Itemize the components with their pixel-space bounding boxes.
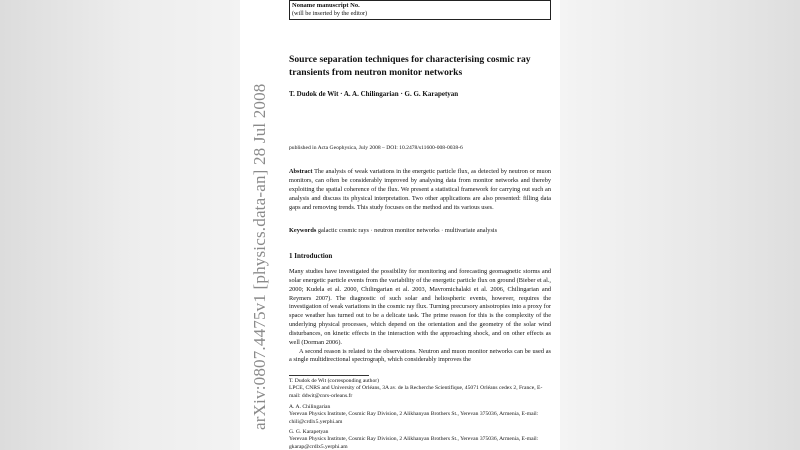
abstract-text: The analysis of weak variations in the energetic particle flux, as detected by neutron or muon monitors, can often be considerably improved by analysing data from monitor networks and thereby exploiting the spatial coherence of the flux. We present a statistical framework for carrying out such an analysis and discuss its physical interpretation. Two other applications are also presented: filling data gaps and removing trends. This study focuses on the method and its various uses. xyxy=(289,168,551,211)
affiliation-name: T. Dudok de Wit (corresponding author) xyxy=(289,378,379,384)
arxiv-identifier: arXiv:0807.4475v1 [physics.data-an] 28 Jul 2008 xyxy=(250,83,269,430)
manuscript-number: Noname manuscript No. xyxy=(292,2,360,9)
affiliation-address: Yerevan Physics Institute, Cosmic Ray Division, 2 Alikhanyan Brothers St., Yerevan 375036, Armenia, E-mail: gkarap@crdlx5.yerphi.am xyxy=(289,436,539,450)
manuscript-header-box xyxy=(289,0,551,20)
page-content xyxy=(289,0,551,450)
author-affiliation-1 xyxy=(289,378,551,400)
affiliation-name: A. A. Chilingarian xyxy=(289,404,331,410)
introduction-body xyxy=(289,268,551,365)
background-right xyxy=(560,0,800,450)
keywords xyxy=(289,226,551,235)
author-affiliation-2 xyxy=(289,404,551,426)
section-heading: 1 Introduction xyxy=(289,252,333,260)
editor-note: (will be inserted by the editor) xyxy=(292,10,368,17)
abstract xyxy=(289,168,551,213)
footnote-divider xyxy=(289,375,369,376)
keywords-label: Keywords xyxy=(289,227,317,234)
paper-page xyxy=(240,0,560,450)
affiliation-address: LPCE, CNRS and University of Orléans, 3A av. de la Recherche Scientifique, 45071 Orléans cedex 2, France, E-mail: ddwit@cnrs-orleans.fr xyxy=(289,385,543,399)
affiliation-name: G. G. Karapetyan xyxy=(289,429,329,435)
affiliation-address: Yerevan Physics Institute, Cosmic Ray Division, 2 Alikhanyan Brothers St., Yerevan 375036, Armenia, E-mail: chili@crdlx5.yerphi.am xyxy=(289,411,539,425)
author-affiliation-3 xyxy=(289,429,551,450)
author-list: T. Dudok de Wit · A. A. Chilingarian · G. G. Karapetyan xyxy=(289,90,459,98)
intro-paragraph-2: A second reason is related to the observations. Neutron and muon monitor networks can be used as a single multidirectional spectrograph, which considerably improves the xyxy=(289,347,551,364)
paper-title: Source separation techniques for characterising cosmic ray transients from neutron monitor networks xyxy=(289,54,531,78)
background-left xyxy=(0,0,240,450)
publication-info: published in Acta Geophysica, July 2008 – DOI: 10.2478/s11600-008-0038-6 xyxy=(289,145,463,151)
abstract-label: Abstract xyxy=(289,168,313,175)
intro-paragraph-1: Many studies have investigated the possibility for monitoring and forecasting geomagnetic storms and solar energetic particle events from the variability of the energetic particle flux on ground (Bieber et al., 2000; Kudela et al. 2000, Chilingarian et al. 2003, Mavromichalaki et al. 2006, Chilingarian and Reymers 2007). The diagnostic of such solar and heliospheric events, however, requires the investigation of weak variations in the cosmic ray flux. Turning precursory anisotropies into a proxy for space weather has turned out to be a delicate task. The prime reason for this is the complexity of the underlying physical processes, which depend on the orientation and the geometry of the solar wind disturbances, on kinetic effects in the interaction with the approaching shock, and on other effects as well (Dorman 2006). xyxy=(289,268,551,346)
keywords-text: galactic cosmic rays · neutron monitor networks · multivariate analysis xyxy=(317,227,498,234)
